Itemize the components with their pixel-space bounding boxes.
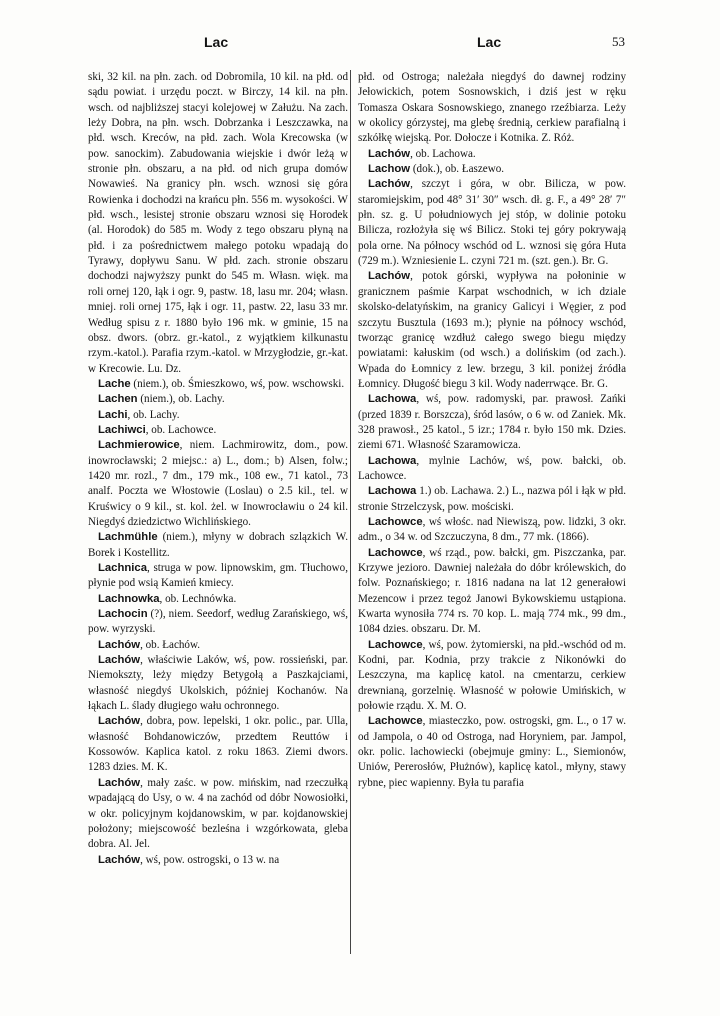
entry-headword: Lachocin: [98, 608, 148, 621]
entry-text: , ob. Lachy.: [127, 408, 180, 421]
entry-headword: Lachowce: [368, 715, 423, 728]
page-header: [0, 34, 720, 54]
entry-headword: Lachów: [98, 853, 141, 866]
entry-text: 1.) ob. Lachawa. 2.) L., nazwa pól i łąk w płd. stronie Strzelczysk, pow. mościski.: [358, 485, 626, 513]
dictionary-entry: [358, 177, 626, 269]
entry-headword: Lachów: [368, 178, 411, 191]
dictionary-entry: [88, 592, 348, 607]
dictionary-entry: [358, 147, 626, 162]
dictionary-entry: [88, 408, 348, 423]
entry-text: , wś, pow. żytomierski, na płd.-wschód od m. Kodni, par. Kodnia, przy trakcie z Nikonówki do Leszczyna, ma kaplicę katol. na cmentarzu, cerkiew drewnianą, gorzelnię. Własność w połowie Umińskich, w połowie rządu. X. M. O.: [358, 638, 626, 713]
entry-text: , wś, pow. radomyski, par. prawosł. Zańki (przed 1839 r. Borszcza), śród lasów, o 6 w. od Zaniek. Mk. 328 prawosł., 25 katol., 5 izr.; 1784 r. było 150 mk. Dzies. ziemi 671. Własność Szaramowicza.: [358, 393, 626, 452]
dictionary-entry: [358, 484, 626, 515]
dictionary-entry: [88, 438, 348, 530]
entry-text: , struga w pow. lipnowskim, gm. Tłuchowo, płynie pod wsią Kamień kmiecy.: [88, 562, 348, 590]
dictionary-entry: [358, 162, 626, 177]
page-number: 53: [612, 34, 625, 49]
entry-headword: Lachów: [368, 147, 411, 160]
entry-headword: Lachiwci: [98, 423, 146, 436]
entry-text: (niem.), ob. Lachy.: [137, 393, 225, 406]
entry-headword: Lachmierowice: [98, 439, 180, 452]
entry-text: , właściwie Laków, wś, pow. rossieński, par. Niemokszty, leży między Betygołą a Paszkajciami, własność niegdyś Ukolskich, później Kochanów. Na łąkach L. ślady długiego wału ochronnego.: [88, 654, 348, 713]
entry-headword: Lachów: [368, 270, 411, 283]
dictionary-entry: [88, 530, 348, 561]
entry-headword: Lachowa: [368, 393, 417, 406]
entry-headword: Lache: [98, 377, 131, 390]
dictionary-entry: [88, 423, 348, 438]
dictionary-entry: [358, 546, 626, 638]
dictionary-entry: [88, 653, 348, 714]
dictionary-entry: [358, 454, 626, 485]
entry-text: , ob. Lachowce.: [145, 423, 217, 436]
dictionary-entry: [88, 561, 348, 592]
entry-continuation: [88, 70, 348, 377]
entry-text: , ob. Lachowa.: [410, 147, 476, 160]
dictionary-entry: [88, 714, 348, 775]
entry-headword: Lachowa: [368, 454, 417, 467]
entry-headword: Lachowce: [368, 515, 423, 528]
entry-headword: Lachów: [98, 776, 141, 789]
entry-text: , mały zaśc. w pow. mińskim, nad rzeczułką wpadającą do Usy, o w. 4 na zachód od dóbr Nowosiołki, w okr. policyjnym kojdanowskim, w par. kojdanowskiej położony; miejscowość bezleśna i wzgórkowata, gleba dobra. Al. Jel.: [88, 776, 348, 851]
entry-headword: Lachów: [98, 638, 141, 651]
entry-text: (dok.), ob. Łaszewo.: [410, 163, 505, 176]
entry-text: , mylnie Lachów, wś, pow. bałcki, ob. Lachowce.: [358, 454, 626, 482]
entry-text: , szczyt i góra, w obr. Bilicza, w pow. staromiejskim, pod 48° 31′ 30″ wsch. dł. g. F., a 49° 28′ 7″ płn. sz. g. U południowych jej stóp, w dolinie potoku Bilicza, rozłożyła się wś Bilicz. Stoki tej góry pokrywają pola orne. Na północy wschód od L. wznosi się góra Huta (729 m.). Wzniesienie L. czyni 721 m. (szt. gen.). Br. G.: [358, 178, 626, 268]
entry-text: , ob. Łachów.: [140, 638, 201, 651]
entry-text: , miasteczko, pow. ostrogski, gm. L., o 17 w. od Jampola, o 40 od Ostroga, nad Horyniem, par. Jampol, okr. polic. lachowiecki (obejmuje gminy: L., Siemionów, Uniów, Pererosłów, Płużnów), kaplicę katol., młyny, stawy rybne, piec wapienny. Była tu parafia: [358, 715, 626, 789]
entry-text: (?), niem. Seedorf, według Zarańskiego, wś, pow. wyrzyski.: [88, 608, 348, 636]
entry-text: , wś, pow. ostrogski, o 13 w. na: [140, 853, 280, 866]
dictionary-entry: [88, 607, 348, 638]
entry-headword: Lachnowka: [98, 592, 160, 605]
dictionary-entry: [88, 392, 348, 407]
entry-text: , niem. Lachmirowitz, dom., pow. inowrocławski; 2 miejsc.: a) L., dom.; b) Alsen, folw.; 1420 mr. rozl., 7 dm., 179 mk., 108 ew., 71 katol., 73 analf. Poczta we Włostowie (Loslau) o 2.5 kil., tel. w Kruświcy o 9 kil., st. kol. żel. w Inowrocławiu o 24 kil. Niegdyś dziedzictwo Wichlińskiego.: [88, 439, 348, 528]
entry-continuation: [358, 70, 626, 147]
entry-headword: Lachen: [98, 393, 138, 406]
entry-headword: Lachowce: [368, 546, 423, 559]
dictionary-entry: [88, 638, 348, 653]
entry-text: , wś włośc. nad Niewiszą, pow. lidzki, 3 okr. adm., o 34 w. od Szczuczyna, 8 dm., 77 mk. (1866).: [358, 515, 626, 544]
entry-text: , ob. Lechnówka.: [159, 592, 237, 605]
entry-headword: Lachów: [98, 654, 141, 667]
entry-headword: Lachnica: [98, 562, 147, 574]
entry-headword: Lachów: [98, 715, 141, 728]
entry-headword: Lachi: [98, 408, 128, 421]
entry-text: , potok górski, wypływa na połoninie w granicznem paśmie Karpat wschodnich, w ich dziale skolsko-delatyńskim, na granicy Galicyi i Węgier, z pod szczytu Busztula (1693 m.); płynie na północy wschód, tworząc granicę wzdłuż całego swego biegu między powiatami: kałuskim (od wsch.) a dolińskim (od zach.). Wpada do Łomnicy z lew. brzegu, 3 kil. poniżej źródła Łomnicy. Długość biegu 3 kil. Wody naderrwące. Br. G.: [358, 270, 626, 390]
entry-headword: Lachowa: [368, 485, 417, 498]
entry-text: (niem.), ob. Śmieszkowo, wś, pow. wschowski.: [130, 377, 345, 390]
entry-text: ski, 32 kil. na płn. zach. od Dobromila, 10 kil. na płd. od sądu powiat. i urzędu poczt. w Birczy, 14 kil. na płn. wsch. od najbliższej stacyi kolejowej w Załużu. Na zach. leży Dobra, na płn. wsch. Dobrzanka i Leszczawka, na płd. wsch. Kreców, na płd. zach. Wola Krecowska (w pow. sanockim). Zabudowania wiejskie i dwór leżą w stronie płn. obszaru, a na płd. od nich grupa domów Nowawieś. Na granicy płn. wsch. wznosi się góra Rowienka i dochodzi na krańcu płn. 556 m. wysokości. W płd. wsch., lesistej stronie obszaru wznosi się Horodek (al. Horodok) do 585 m. Wody z tego obszaru płyną na płd. i za pośrednictwem małego potoku wpadają do Tyrawy, dopływu Sanu. W płd. zach. stronie obszaru dochodzi najwyższy punkt do 545 m. Własn. więk. ma roli ornej 120, łąk i ogr. 9, pastw. 18, lasu mr. 204; własn. mniej. roli ornej 175, łąk i ogr. 11, pastw. 22, lasu 33 mr. Według spisu z r. 1880 było 196 mk. w gminie, 15 na obsz. dwors. (obrz. gr.-katol., z wyjątkiem kilkunastu rzym.-katol.). Parafia rzym.-katol. w Mrzygłodzie, gr.-kat. w Krecowie. Lu. Dz.: [88, 71, 348, 375]
entry-text: , wś rząd., pow. bałcki, gm. Piszczanka, par. Krzywe jezioro. Dawniej należała do dóbr królewskich, do folw. Poznańskiego; r. 1816 nadana na lat 12 generałowi Mezencow i przez tegoż Janowi Bykowskiemu ustąpiona. Kwarta wynosiła 774 rs. 70 kop. L. mają 774 mk., 99 dm., 1084 dzies. obszaru. Dr. M.: [358, 546, 626, 636]
right-column: [358, 70, 626, 954]
dictionary-entry: [358, 392, 626, 453]
dictionary-entry: [88, 776, 348, 853]
dictionary-entry: [88, 377, 348, 392]
entry-headword: Lachowce: [368, 638, 423, 651]
dictionary-entry: [358, 714, 626, 791]
dictionary-entry: [88, 853, 348, 868]
entry-text: (niem.), młyny w dobrach szlązkich W. Borek i Kostellitz.: [88, 531, 348, 559]
left-column: [88, 70, 348, 954]
running-head-left: Lac: [204, 34, 229, 50]
entry-text: , dobra, pow. lepelski, 1 okr. polic., par. Ulla, własność Bohdanowiczów, przedtem Reuttów i Kossowów. Kaplica katol. z roku 1863. Ziemi dwors. 1283 dzies. M. K.: [88, 715, 348, 774]
dictionary-entry: [358, 638, 626, 715]
entry-headword: Lachow: [368, 163, 411, 176]
entry-headword: Lachmühle: [98, 531, 158, 544]
dictionary-entry: [358, 515, 626, 546]
column-divider: [350, 70, 351, 954]
running-head-right: Lac: [477, 34, 502, 50]
entry-text: płd. od Ostroga; należała niegdyś do dawnej rodziny Jełowickich, potem Sosnowskich, i dziś jest w ręku Tomasza Oskara Sosnowskiego, znanego rzeźbiarza. Leży w okolicy górzystej, ma glebę średnią, cerkiew parafialną i szkółkę wiejską. Por. Dołocze i Kotnika. Z. Róż.: [358, 71, 626, 145]
dictionary-entry: [358, 269, 626, 392]
